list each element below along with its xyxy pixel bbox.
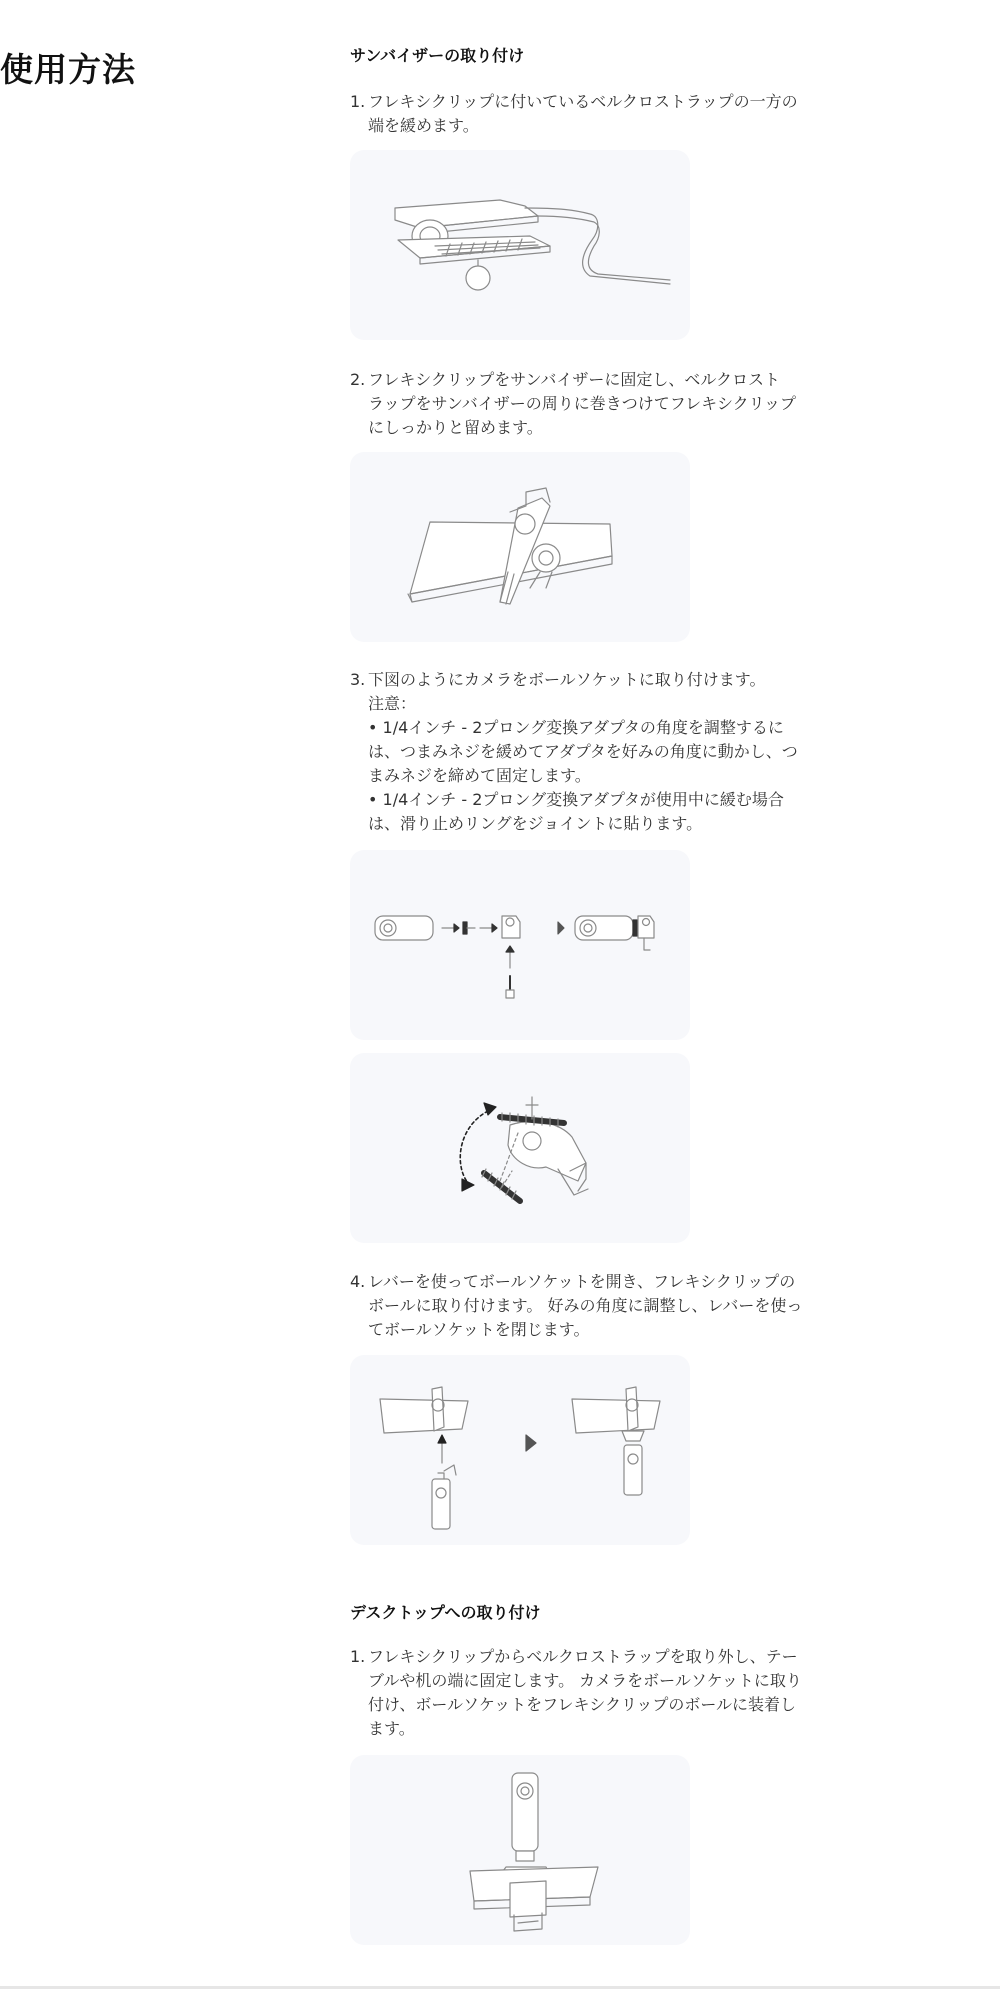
figure-desktop-mount [350,1755,690,1945]
figure-flexi-clip [350,150,690,340]
ball-socket-attach-illustration [350,1355,690,1545]
step-text-line: フレキシクリップに付いているベルクロストラップの一方の [368,92,798,111]
adapter-angle-adjust-illustration [350,1053,690,1243]
step-text-line: 付け、ボールソケットをフレキシクリップのボールに装着し [368,1695,797,1714]
section-title-desktop: デスクトップへの取り付け [350,1603,541,1622]
step-text-line: ます。 [368,1719,415,1738]
step-text-line: まみネジを締めて固定します。 [368,766,591,785]
section-title-sun-visor: サンバイザーの取り付け [350,46,525,65]
step-text-line: 下図のようにカメラをボールソケットに取り付けます。 [368,670,766,689]
camera-adapter-assembly-illustration [350,850,690,1040]
step-text-line: 端を緩めます。 [368,116,479,135]
step-text-line: は、滑り止めリングをジョイントに貼ります。 [368,814,703,833]
step-number: 4. [350,1272,366,1291]
step-number: 1. [350,1647,366,1666]
step-sun-visor-4 [350,1270,820,1342]
step-text-line: フレキシクリップからベルクロストラップを取り外し、テー [368,1647,798,1666]
desktop-mount-illustration [350,1755,690,1945]
figure-sun-visor-mount [350,452,690,642]
flexi-clip-illustration [350,150,690,340]
step-number: 1. [350,92,366,111]
step-text-line: レバーを使ってボールソケットを開き、フレキシクリップの [368,1272,796,1291]
sun-visor-mount-illustration [350,452,690,642]
step-text-line: • 1/4インチ - 2プロング変換アダプタの角度を調整するに [368,718,784,737]
step-sun-visor-3 [350,668,820,836]
step-text-line: てボールソケットを閉じます。 [368,1320,590,1339]
step-number: 2. [350,370,366,389]
step-desktop-1 [350,1645,820,1741]
step-note-label: 注意： [368,694,417,713]
figure-ball-socket-attach [350,1355,690,1545]
step-text-line: • 1/4インチ - 2プロング変換アダプタが使用中に緩む場合 [368,790,784,809]
step-text-line: は、つまみネジを緩めてアダプタを好みの角度に動かし、つ [368,742,798,761]
step-text-line: ボールに取り付けます。 好みの角度に調整し、レバーを使っ [368,1296,803,1315]
page-title: 使用方法 [0,50,136,89]
step-text-line: フレキシクリップをサンバイザーに固定し、ベルクロスト [368,370,781,389]
step-number: 3. [350,670,366,689]
step-text-line: にしっかりと留めます。 [368,418,543,437]
figure-camera-adapter-assembly [350,850,690,1040]
step-text-line: ブルや机の端に固定します。 カメラをボールソケットに取り [368,1671,802,1690]
figure-adapter-angle-adjust [350,1053,690,1243]
step-text-line: ラップをサンバイザーの周りに巻きつけてフレキシクリップ [368,394,797,413]
step-sun-visor-2 [350,368,820,440]
step-sun-visor-1 [350,90,820,138]
